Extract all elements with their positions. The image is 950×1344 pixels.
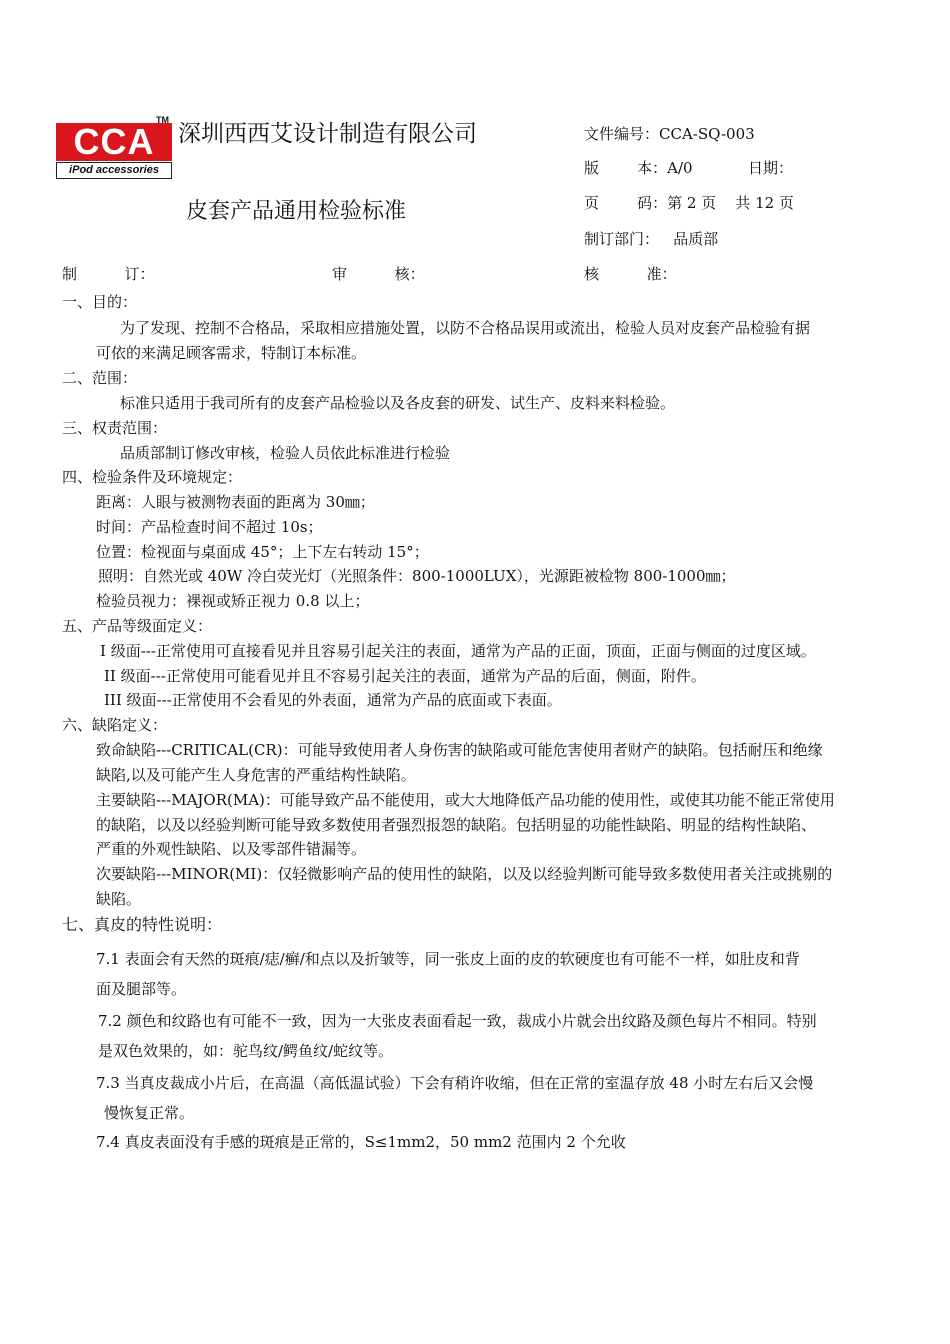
defect-major: 主要缺陷---MAJOR(MA)：可能导致产品不能使用，或大大地降低产品功能的使用性，或使其功能不能正常使用 <box>96 791 835 809</box>
section-1-text: 为了发现、控制不合格品，采取相应措施处置，以防不合格品误用或流出，检验人员对皮套产品检验有据 <box>120 319 811 337</box>
signoff-approve: 核 准： <box>584 265 677 283</box>
condition-position: 位置：检视面与桌面成 45°；上下左右转动 15°； <box>96 543 429 561</box>
logo-subtitle: iPod accessories <box>56 162 172 179</box>
section-1-text-cont: 可依的来满足顾客需求，特制订本标准。 <box>96 344 367 362</box>
page-number: 页 码：第 2 页 共 12 页 <box>584 194 794 212</box>
leather-7-2-cont: 是双色效果的，如：驼鸟纹/鳄鱼纹/蛇纹等。 <box>98 1042 394 1060</box>
date-label: 日期： <box>748 159 794 177</box>
document-title: 皮套产品通用检验标准 <box>186 199 407 224</box>
defect-major-cont-2: 严重的外观性缺陷、以及零部件错漏等。 <box>96 840 367 858</box>
leather-7-1: 7.1 表面会有天然的斑痕/痣/癣/和点以及折皱等，同一张皮上面的皮的软硬度也有可能不一样，如肚皮和背 <box>96 950 800 968</box>
condition-time: 时间：产品检查时间不超过 10s； <box>96 518 323 536</box>
signoff-review: 审 核： <box>332 265 425 283</box>
defect-major-cont-1: 的缺陷，以及以经验判断可能导致多数使用者强烈报怨的缺陷。包括明显的功能性缺陷、明显的结构性缺陷、 <box>96 816 817 834</box>
condition-distance: 距离：人眼与被测物表面的距离为 30㎜； <box>96 493 375 511</box>
section-2-title: 二、范围： <box>62 369 138 387</box>
section-3-text: 品质部制订修改审核，检验人员依此标准进行检验 <box>120 444 451 462</box>
defect-minor: 次要缺陷---MINOR(MI)：仅轻微影响产品的使用性的缺陷，以及以经验判断可能导致多数使用者关注或挑剔的 <box>96 865 833 883</box>
leather-7-3-cont: 慢恢复正常。 <box>104 1104 195 1122</box>
section-2-text: 标准只适用于我司所有的皮套产品检验以及各皮套的研发、试生产、皮料来料检验。 <box>120 394 676 412</box>
defect-minor-cont: 缺陷。 <box>96 890 142 908</box>
defect-critical: 致命缺陷---CRITICAL(CR)：可能导致使用者人身伤害的缺陷或可能危害使用者财产的缺陷。包括耐压和绝缘 <box>96 741 823 759</box>
grade-2: II 级面---正常使用可能看见并且不容易引起关注的表面，通常为产品的后面，侧面，附件。 <box>104 667 706 685</box>
defect-critical-cont: 缺陷,以及可能产生人身危害的严重结构性缺陷。 <box>96 766 416 784</box>
company-logo <box>56 115 172 179</box>
department: 制订部门： 品质部 <box>584 230 719 248</box>
grade-1: I 级面---正常使用可直接看见并且容易引起关注的表面，通常为产品的正面，顶面，正面与侧面的过度区域。 <box>100 642 816 660</box>
section-3-title: 三、权责范围： <box>62 419 168 437</box>
leather-7-3: 7.3 当真皮裁成小片后，在高温（高低温试验）下会有稍许收缩，但在正常的室温存放 48 小时左右后又会慢 <box>96 1074 814 1092</box>
section-7-title: 七、真皮的特性说明： <box>62 915 223 934</box>
condition-light: 照明：自然光或 40W 冷白荧光灯（光照条件：800-1000LUX），光源距被检物 800-1000㎜； <box>98 567 736 585</box>
leather-7-4: 7.4 真皮表面没有手感的斑痕是正常的，S≤1mm2，50 mm2 范围内 2 个允收 <box>96 1133 626 1151</box>
company-name: 深圳西西艾设计制造有限公司 <box>178 121 477 147</box>
section-6-title: 六、缺陷定义： <box>62 716 168 734</box>
section-5-title: 五、产品等级面定义： <box>62 617 213 635</box>
signoff-made: 制 订： <box>62 265 155 283</box>
logo-text: CCA <box>56 123 172 161</box>
doc-number: 文件编号：CCA-SQ-003 <box>584 125 755 143</box>
section-1-title: 一、目的： <box>62 293 138 311</box>
version: 版 本：A/0 <box>584 159 693 177</box>
grade-3: III 级面---正常使用不会看见的外表面，通常为产品的底面或下表面。 <box>104 691 562 709</box>
leather-7-2: 7.2 颜色和纹路也有可能不一致，因为一大张皮表面看起一致，裁成小片就会出纹路及颜色每片不相同。特别 <box>98 1012 817 1030</box>
logo-trademark: TM <box>156 115 169 125</box>
condition-vision: 检验员视力：裸视或矫正视力 0.8 以上； <box>96 592 370 610</box>
section-4-title: 四、检验条件及环境规定： <box>62 468 243 486</box>
leather-7-1-cont: 面及腿部等。 <box>96 980 187 998</box>
